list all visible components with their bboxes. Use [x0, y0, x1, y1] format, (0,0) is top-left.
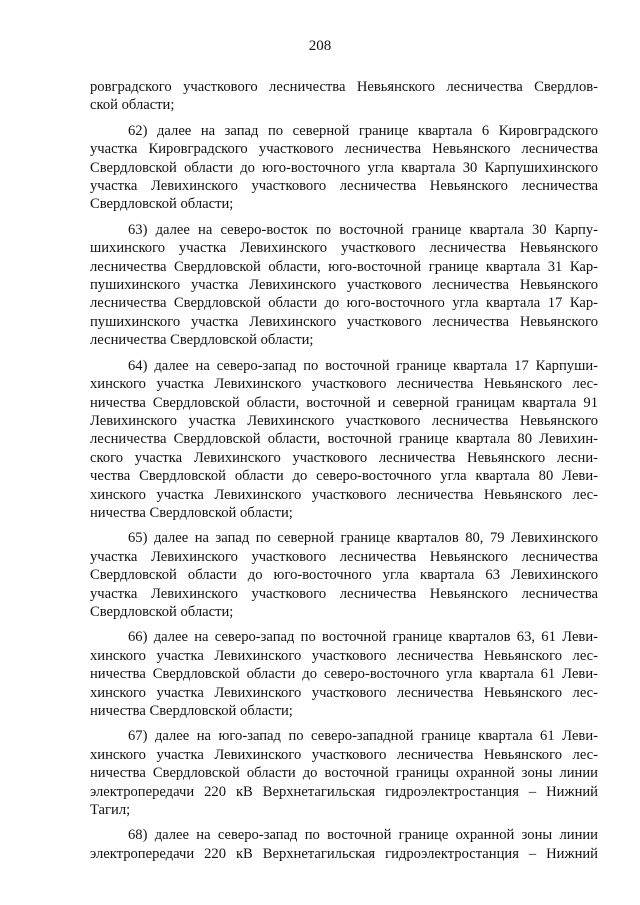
text-line: ровградского участкового лесничества Невьянского лесничества Свердлов- [90, 79, 598, 95]
text-line: Свердловской области до юго-восточного угла квартала 30 Карпушихинского [90, 159, 598, 176]
document-body [90, 78, 598, 870]
text-line: ничества Свердловской области до северо-восточного угла квартала 61 Леви- [90, 666, 598, 683]
text-line: электропередачи 220 кВ Верхнетагильская гидроэлектростанция – Нижний [90, 783, 598, 800]
paragraph [90, 628, 598, 720]
text-line: Свердловской области до юго-восточного угла квартала 63 Левихинского [90, 567, 598, 584]
text-line: ничества Свердловской области, восточной и северной границам квартала 91 [90, 394, 598, 411]
text-line: хинского участка Левихинского участкового лесничества Невьянского лес- [90, 746, 598, 763]
paragraph [90, 122, 598, 214]
paragraph [90, 78, 598, 115]
text-line: 67) далее на юго-запад по северо-западной границе квартала 61 Леви- [128, 728, 598, 745]
text-line: 62) далее на запад по северной границе квартала 6 Кировградского [128, 122, 598, 139]
paragraph [90, 221, 598, 350]
text-line: ского участка Левихинского участкового лесничества Невьянского лесни- [90, 449, 598, 466]
paragraph [90, 529, 598, 621]
text-line: ничества Свердловской области; [90, 504, 293, 521]
text-line: хинского участка Левихинского участкового лесничества Невьянского лес- [90, 647, 598, 664]
paragraph [90, 826, 598, 863]
text-line: лесничества Свердловской области, восточной границе квартала 80 Левихин- [90, 431, 598, 448]
text-line: хинского участка Левихинского участкового лесничества Невьянского лес- [90, 486, 598, 503]
text-line: ничества Свердловской области до восточной границы охранной зоны линии [90, 765, 598, 782]
paragraph [90, 357, 598, 523]
text-line: 66) далее на северо-запад по восточной границе кварталов 63, 61 Леви- [128, 629, 598, 646]
text-line: Свердловской области; [90, 603, 234, 620]
page-number: 208 [308, 38, 332, 54]
text-line: 63) далее на северо-восток по восточной границе квартала 30 Карпу- [128, 221, 598, 238]
text-line: 65) далее на запад по северной границе кварталов 80, 79 Левихинского [128, 530, 598, 547]
text-line: хинского участка Левихинского участкового лесничества Невьянского лес- [90, 684, 598, 701]
text-line: участка Кировградского участкового лесничества Невьянского лесничества [90, 141, 598, 158]
text-line: пушихинского участка Левихинского участкового лесничества Невьянского [90, 277, 598, 294]
text-line: Свердловской области; [90, 196, 234, 213]
text-line: хинского участка Левихинского участкового лесничества Невьянского лес- [90, 376, 598, 393]
text-line: лесничества Свердловской области до юго-восточного угла квартала 17 Кар- [90, 295, 598, 312]
text-line: участка Левихинского участкового лесничества Невьянского лесничества [90, 548, 598, 565]
text-line: лесничества Свердловской области; [90, 332, 314, 349]
text-line: 64) далее на северо-запад по восточной границе квартала 17 Карпуши- [128, 357, 598, 374]
text-line: лесничества Свердловской области, юго-восточной границе квартала 31 Кар- [90, 258, 598, 275]
text-line: Тагил; [90, 802, 131, 819]
paragraph [90, 727, 598, 819]
text-line: пушихинского участка Левихинского участкового лесничества Невьянского [90, 313, 598, 330]
text-line: ничества Свердловской области; [90, 703, 293, 719]
text-line: 68) далее на северо-запад по восточной границе охранной зоны линии [128, 827, 598, 844]
text-line: шихинского участка Левихинского участкового лесничества Невьянского [90, 240, 598, 257]
text-line: участка Левихинского участкового лесничества Невьянского лесничества [90, 585, 598, 602]
text-line: ской области; [90, 97, 175, 114]
text-line: чества Свердловской области до северо-восточного угла квартала 80 Леви- [90, 468, 598, 485]
text-line: участка Левихинского участкового лесничества Невьянского лесничества [90, 178, 598, 195]
text-line: Левихинского участка Левихинского участкового лесничества Невьянского [90, 412, 598, 429]
text-line: электропередачи 220 кВ Верхнетагильская гидроэлектростанция – Нижний [90, 845, 598, 862]
